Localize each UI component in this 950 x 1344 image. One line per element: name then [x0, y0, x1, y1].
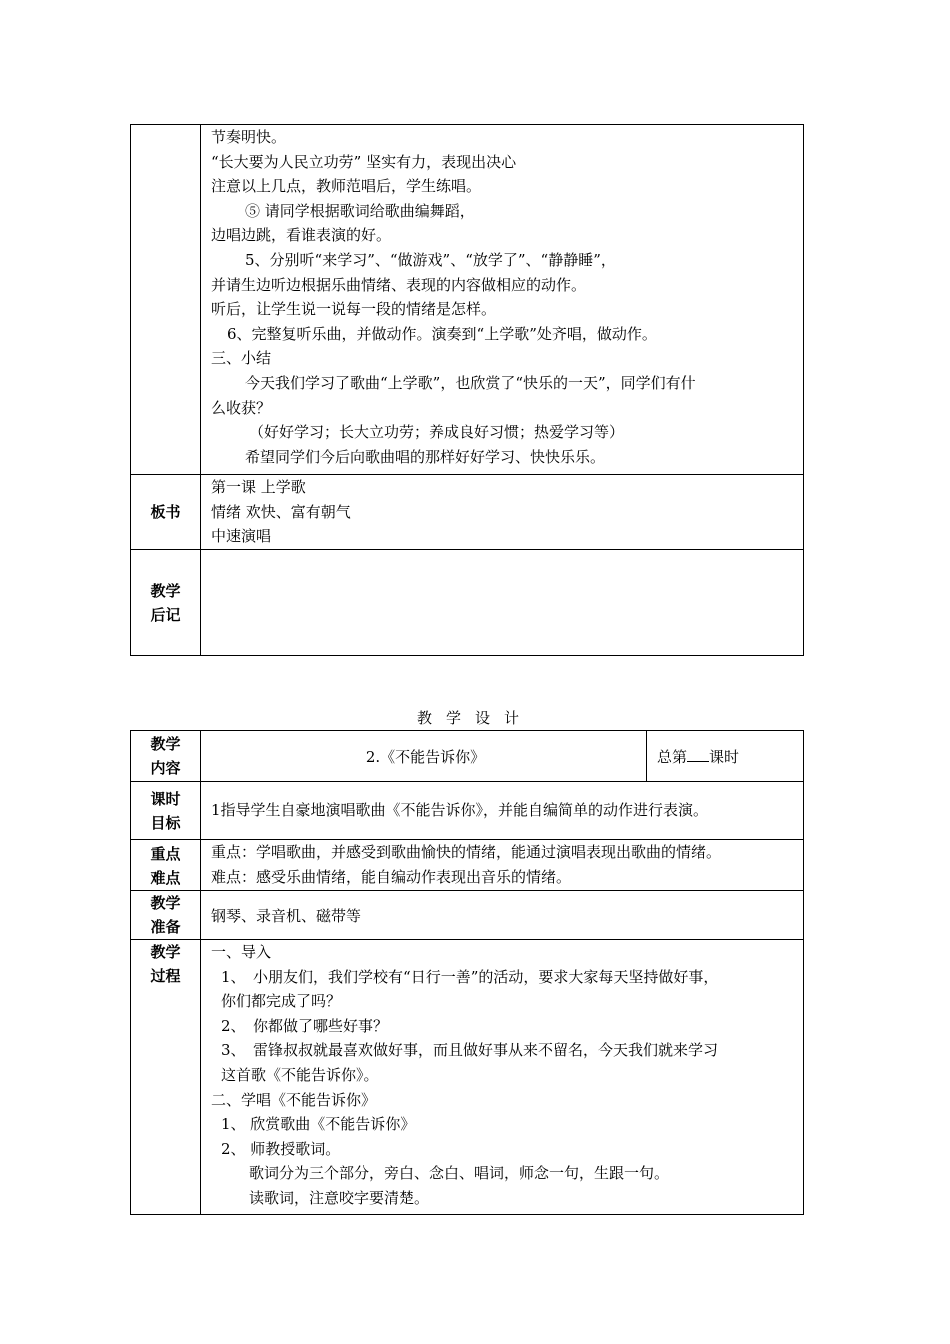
prep-row — [131, 891, 804, 940]
text-line: 希望同学们今后向歌曲唱的那样好好学习、快快乐乐。 — [245, 447, 606, 466]
process-row — [131, 125, 804, 475]
text-line: 歌词分为三个部分，旁白、念白、唱词，师念一句，生跟一句。 — [249, 1164, 670, 1183]
label-line: 教学 — [150, 943, 181, 961]
text-line: 并请生边听边根据乐曲情绪、表现的内容做相应的动作。 — [211, 275, 587, 294]
afterword-label — [131, 550, 201, 656]
lesson-design-table — [130, 730, 804, 1215]
board-line: 中速演唱 — [211, 527, 272, 546]
text-line: 2、 师教授歌词。 — [221, 1139, 341, 1158]
process-content — [201, 125, 804, 475]
text-line: 5、分别听“来学习”、“做游戏”、“放学了”、“静静睡”， — [245, 250, 616, 269]
text-line: 1、 小朋友们，我们学校有“日行一善”的活动，要求大家每天坚持做好事， — [221, 967, 719, 986]
board-line: 第一课 上学歌 — [211, 478, 306, 496]
key-line: 难点：感受乐曲情绪，能自编动作表现出音乐的情绪。 — [211, 867, 572, 886]
board-label: 板书 — [131, 475, 201, 550]
content-label — [131, 731, 201, 782]
key-line: 重点：学唱歌曲，并感受到歌曲愉快的情绪，能通过演唱表现出歌曲的情绪。 — [211, 843, 722, 861]
key-label — [131, 840, 201, 891]
process-label-cell — [131, 125, 201, 475]
afterword-content — [201, 550, 804, 656]
label-line: 教学 — [150, 894, 181, 912]
label-line: 难点 — [150, 869, 181, 887]
text-line: 听后，让学生说一说每一段的情绪是怎样。 — [211, 300, 497, 319]
label-line: 准备 — [150, 918, 181, 936]
text-line: 你们都完成了吗？ — [221, 992, 342, 1011]
label-line: 内容 — [150, 759, 181, 777]
process2-label — [131, 940, 201, 1215]
prep-value: 钢琴、录音机、磁带等 — [201, 891, 804, 940]
label-line: 重点 — [150, 845, 181, 863]
afterword-row — [131, 550, 804, 656]
goal-text: 1指导学生自豪地演唱歌曲《不能告诉你》，并能自编简单的动作进行表演。 — [211, 801, 709, 820]
label-line: 教学 — [150, 735, 181, 753]
label-line: 后记 — [150, 605, 181, 624]
lesson-table-continued — [130, 124, 804, 656]
text-line: 么收获？ — [211, 398, 272, 417]
label-line: 过程 — [150, 967, 181, 985]
board-content — [201, 475, 804, 550]
text-line: ⑤ 请同学根据歌词给歌曲编舞蹈， — [245, 201, 475, 220]
text-line: 6、完整复听乐曲，并做动作。演奏到“上学歌”处齐唱，做动作。 — [227, 324, 657, 343]
board-row — [131, 475, 804, 550]
text-line: 这首歌《不能告诉你》。 — [221, 1065, 379, 1084]
goal-label — [131, 782, 201, 840]
lesson-total — [647, 731, 804, 782]
label-line: 课时 — [150, 789, 181, 808]
goal-row — [131, 782, 804, 840]
board-line: 情绪 欢快、富有朝气 — [211, 502, 351, 521]
text-line: 1、 欣赏歌曲《不能告诉你》 — [221, 1115, 416, 1134]
lesson-total-blank — [687, 747, 709, 762]
text-line: 二、学唱《不能告诉你》 — [211, 1090, 377, 1109]
label-line: 目标 — [150, 813, 181, 832]
goal-value — [201, 782, 804, 840]
text-line: 三、小结 — [211, 349, 272, 368]
text-line: 读歌词，注意咬字要清楚。 — [249, 1188, 430, 1207]
process2-content — [201, 940, 804, 1215]
text-line: 一、导入 — [211, 943, 272, 961]
process2-row — [131, 940, 804, 1215]
label-line: 教学 — [150, 581, 181, 600]
key-row — [131, 840, 804, 891]
text-line: 3、 雷锋叔叔就最喜欢做好事，而且做好事从来不留名，今天我们就来学习 — [221, 1041, 719, 1060]
prep-label — [131, 891, 201, 940]
text-line: （好好学习；长大立功劳；养成良好习惯；热爱学习等） — [249, 423, 625, 442]
page-title: 教学设计 — [416, 709, 533, 727]
content-row — [131, 731, 804, 782]
lesson-total-prefix: 总第 — [657, 747, 688, 766]
text-line: 注意以上几点，教师范唱后，学生练唱。 — [211, 177, 482, 196]
text-line: 2、 你都做了哪些好事？ — [221, 1016, 389, 1035]
content-value: 2.《不能告诉你》 — [201, 731, 647, 782]
lesson-total-suffix: 课时 — [709, 747, 740, 766]
text-line: 节奏明快。 — [211, 128, 287, 146]
key-content — [201, 840, 804, 891]
text-line: “长大要为人民立功劳” 坚实有力，表现出决心 — [211, 152, 517, 171]
text-line: 今天我们学习了歌曲“上学歌”，也欣赏了“快乐的一天”，同学们有什 — [245, 373, 696, 392]
text-line: 边唱边跳，看谁表演的好。 — [211, 226, 392, 245]
